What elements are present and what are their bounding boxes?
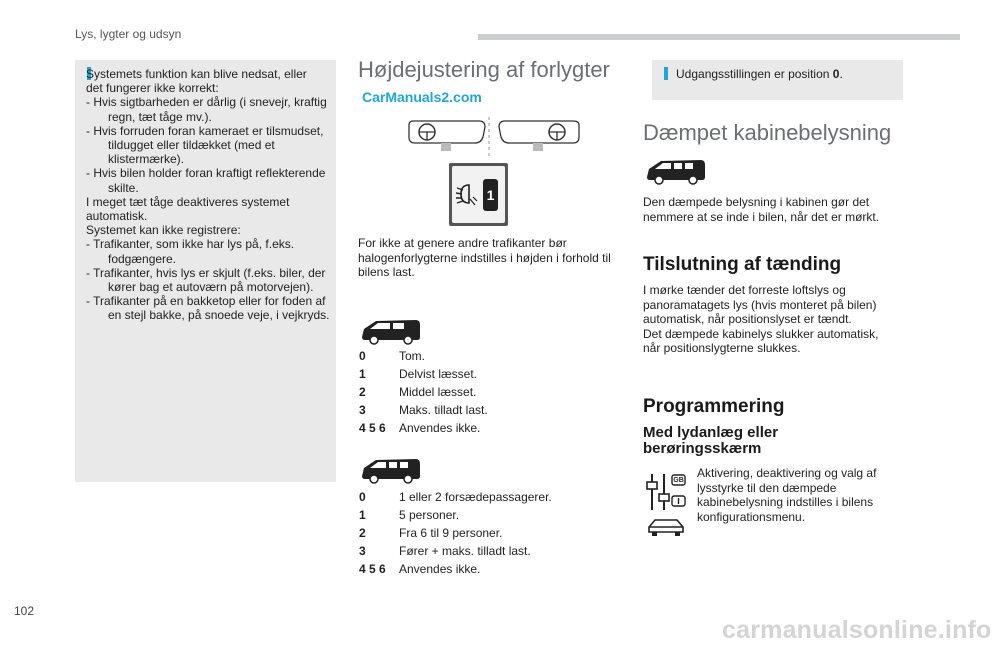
info-marker	[664, 67, 668, 80]
list-item	[359, 562, 480, 576]
list-key: 0	[359, 490, 366, 504]
ignition-heading: Tilslutning af tænding	[643, 254, 842, 275]
list-item	[359, 526, 502, 540]
headlight-height-title: Højdejustering af forlygter	[358, 57, 610, 82]
passenger-van-icon	[645, 157, 707, 185]
list-key: 4 5 6	[359, 421, 386, 435]
page-number: 102	[14, 604, 35, 618]
text-line: - Trafikanter, hvis lys er skjult (f.eks. biler, der kører bag et autoværn på motorvejen).	[86, 265, 326, 295]
list-item	[359, 508, 459, 522]
text-line: - Hvis bilen holder foran kraftigt reflekterende skilte.	[86, 166, 326, 195]
programming-text: Aktivering, deaktivering og valg af lysstyrke til den dæmpede kabinebelysning indstilles i bilens konfigurationsmenu.	[697, 466, 877, 524]
info-note	[676, 67, 843, 81]
text-line: det fungerer ikke korrekt:	[86, 81, 219, 96]
note-value: 0	[832, 67, 840, 81]
section-title: Lys, lygter og udsyn	[75, 27, 182, 41]
list-key: 2	[359, 526, 366, 540]
watermark-top: CarManuals2.com	[362, 89, 482, 105]
headlight-dial-panel	[449, 163, 508, 226]
info-text	[86, 67, 331, 323]
ignition-text	[643, 283, 893, 356]
info-box-right	[652, 60, 903, 100]
ignition-paragraph: Det dæmpede kabinelys slukker automatisk, når positionslygterne slukkes.	[643, 326, 879, 355]
list-item	[359, 421, 480, 435]
list-text: Tom.	[399, 349, 426, 363]
note-text: Udgangsstillingen er position	[676, 67, 830, 81]
header-bar	[478, 34, 960, 40]
list-key: 0	[359, 349, 366, 363]
audio-touchscreen-heading: Med lydanlæg eller berøringsskærm	[643, 424, 779, 457]
info-box-left	[75, 60, 336, 482]
dimmed-lighting-intro: Den dæmpede belysning i kabinen gør det nemmere at se inde i bilen, når det er mørkt.	[643, 195, 880, 224]
gb-label: GB	[673, 477, 684, 484]
list-key: 1	[359, 367, 366, 381]
text-line: I meget tæt tåge deaktiveres systemet	[86, 194, 290, 209]
list-key: 2	[359, 385, 366, 399]
note-end: .	[839, 67, 843, 81]
dimmed-lighting-title: Dæmpet kabinebelysning	[643, 120, 892, 145]
text-line: - Trafikanter på en bakketop eller for foden af en stejl bakke, på snoede veje, i vejkryds.	[86, 294, 330, 323]
programming-heading: Programmering	[643, 396, 785, 417]
text-line: automatisk.	[86, 209, 148, 224]
list-text: Fører + maks. tilladt last.	[399, 544, 531, 558]
text-line: Systemets funktion kan blive nedsat, eller	[86, 67, 307, 81]
list-item	[359, 544, 531, 558]
passenger-van-icon	[360, 456, 422, 484]
list-text: Fra 6 til 9 personer.	[399, 526, 503, 540]
car-icon	[646, 516, 686, 538]
text-line: - Hvis forruden foran kameraet er tilsmudset, tildugget eller tildækket (med et klistermærke).	[86, 123, 324, 167]
list-text: Middel læsset.	[399, 385, 477, 399]
text-line: Systemet kan ikke registrere:	[86, 223, 241, 238]
ignition-paragraph: I mørke tænder det forreste loftslys og panoramatagets lys (hvis monteret på bilen) automatisk, når positionslyset er tændt.	[643, 283, 877, 326]
steering-illustration	[405, 115, 585, 159]
headlight-icon	[455, 179, 481, 209]
list-text: Delvist læsset.	[399, 367, 478, 381]
van-icon	[360, 317, 422, 345]
list-item	[359, 349, 425, 363]
list-item	[359, 403, 488, 417]
list-item	[359, 385, 476, 399]
list-key: 4 5 6	[359, 562, 386, 576]
list-item	[359, 490, 552, 504]
list-text: Maks. tilladt last.	[399, 403, 488, 417]
list-text: Anvendes ikke.	[399, 421, 481, 435]
list-text: Anvendes ikke.	[399, 562, 481, 576]
list-text: 5 personer.	[399, 508, 460, 522]
list-key: 1	[359, 508, 366, 522]
footer-watermark: carmanualsonline.info	[722, 616, 992, 644]
list-item	[359, 367, 477, 381]
list-key: 3	[359, 403, 366, 417]
text-line: - Trafikanter, som ikke har lys på, f.eks. fodgængere.	[86, 237, 295, 266]
list-key: 3	[359, 544, 366, 558]
dial-wheel[interactable]: 1	[483, 179, 498, 211]
headlight-intro: For ikke at genere andre trafikanter bør halogenforlygterne indstilles i højden i forhold til bilens last.	[358, 236, 611, 279]
list-text: 1 eller 2 forsædepassagerer.	[399, 490, 552, 504]
text-line: - Hvis sigtbarheden er dårlig (i snevejr, kraftig regn, tæt tåge mv.).	[86, 95, 327, 124]
